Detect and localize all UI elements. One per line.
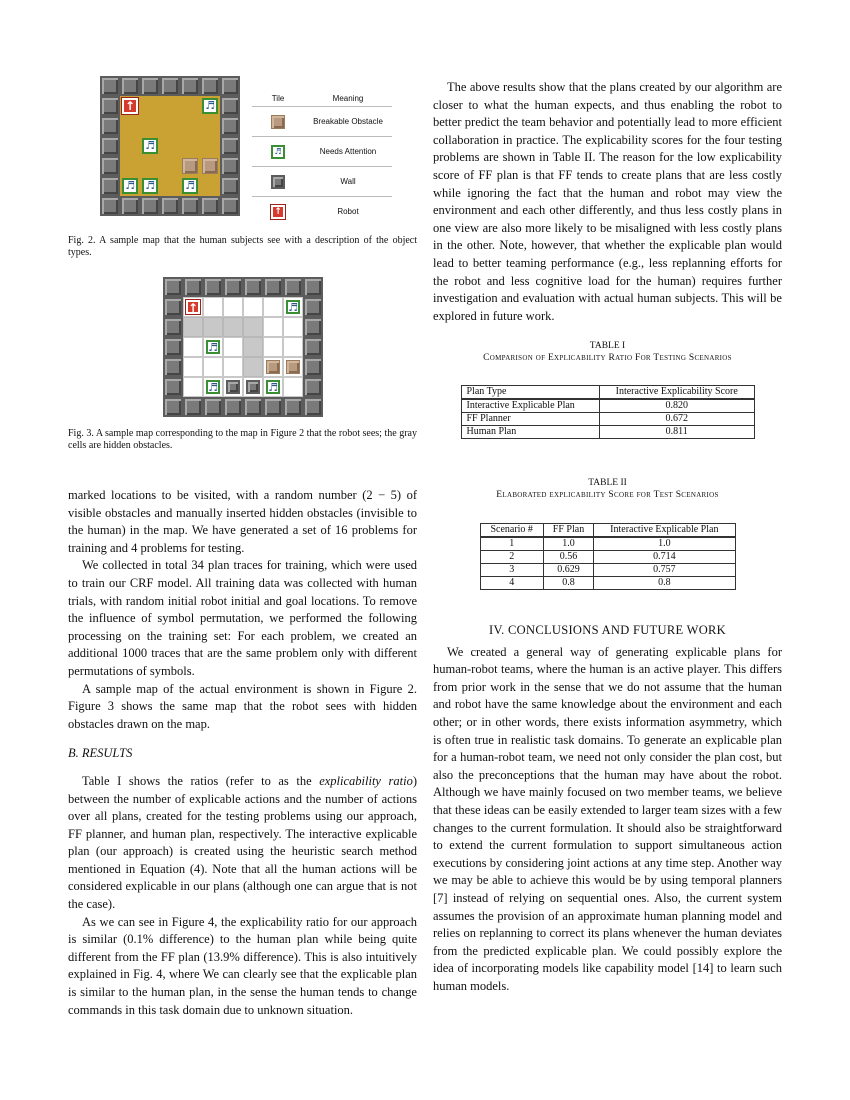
grid-cell [243,297,263,317]
legend-row [252,197,392,227]
wall-tile [220,176,240,196]
legend-row [252,107,392,137]
wall-icon [246,380,260,394]
table-row [461,426,754,439]
column-header: Plan Type [461,386,599,400]
grid-cell [223,337,243,357]
table-cell: 0.8 [594,577,735,590]
table-cell: 1 [480,537,543,551]
wall-icon [226,380,240,394]
table-header-row [461,386,754,400]
needs-attention-icon: ♬ [206,380,220,394]
left-column [68,487,417,1019]
table-cell: 0.8 [543,577,593,590]
hidden-obstacle-cell [223,317,243,337]
wall-tile [283,397,303,417]
grid-cell [283,317,303,337]
wall-tile [243,277,263,297]
table-2-grid [480,523,736,590]
breakable-obstacle-icon [182,158,198,174]
wall-tile [163,377,183,397]
wall-tile [163,397,183,417]
emphasis: explicability ratio [319,773,413,788]
table-1-grid [461,385,755,439]
table-cell: 1.0 [543,537,593,551]
table-cell: 0.820 [599,399,754,413]
needs-attention-icon: ♬ [206,340,220,354]
right-column [433,79,782,325]
needs-attention-icon: ♬ [142,178,158,194]
grid-cell [223,297,243,317]
legend-meaning: Wall [304,167,392,197]
table-cell: 2 [480,551,543,564]
grid-cell [183,337,203,357]
wall-tile [140,76,160,96]
wall-tile [100,196,120,216]
wall-tile [303,297,323,317]
grid-cell [183,357,203,377]
paragraph: We created a general way of generating explicable plans for human-robot teams, where the human is an active player. This differs from prior work in the sense that we do not assume that the human and robot have the same knowledge about the environment and each other; or in other words, there exists information asymmetry, which is often true in realistic task domains. To generate an explicable plan for a human-robot team, we need not only consider the plan cost, but also the preconceptions that the human may have about the robot. Although we have mainly focused on two member teams, we believe that these ideas can be easily extended to larger team sizes with a few changes to the current formulation. It should also be straightforward to extend the current formulation to support simultaneous action executions by considering joint actions at any time step. Another way we may be able to achieve this would be by using temporal planners [7] instead of relying on sequential ones. Also, the current system assumes the provision of an approximate human planning model and relies on replanning to correct its plans whenever the human deviates from the predicted explicable plan. We could possibly explore the idea of incorporating models like capability model [14] to learn such human models. [433,644,782,993]
grid-cell [263,317,283,337]
breakable-obstacle-icon [202,158,218,174]
wall-tile [223,397,243,417]
wall-tile [183,277,203,297]
hidden-obstacle-cell [243,317,263,337]
section-heading-results: B. RESULTS [68,746,133,761]
breakable-obstacle-icon [286,360,300,374]
right-column-conclusions [433,622,782,995]
table-cell: 4 [480,577,543,590]
table-cell: 0.757 [594,564,735,577]
breakable-obstacle-icon [271,115,285,129]
table-cell: 0.629 [543,564,593,577]
wall-tile [303,277,323,297]
legend-meaning: Needs Attention [304,137,392,167]
paragraph: The above results show that the plans created by our algorithm are closer to what the human expects, and thus enabling the robot to better predict the team behavior and potentially lead to more efficient collaboration in practice. The explicability scores for the four testing problems are shown in Table II. The reason for the low explicability score of FF plan is that FF tends to create plans that are less costly while ignoring the fact that the human and robot may view the environment and each other differently, and thus less costly plans in one view are also more likely to be misaligned with less costly plans in the other. Note, however, that whether the explicable plan would lead to better teaming performance (e.g., less replanning efforts for the robot and less cognitive load for the human) requires further investigation and evaluation with actual human subjects. This will be explored in future work. [433,80,782,323]
needs-attention-icon: ♬ [182,178,198,194]
wall-tile [163,337,183,357]
text-run: ) between the number of explicable actions and the number of actions over all plans, created for the testing problems using our approach, FF planner, and human plan, respectively. The interactive explicable plan (our approach) is created using the heuristic search method mentioned in Equation (4). Note that all the human actions will be considered explicable in our plans (although one can argue that is not the case). [68,773,418,912]
table-1-title: Comparison of Explicability Ratio For Testing Scenarios [483,353,732,363]
table-2-title: Elaborated explicability Score for Test Scenarios [496,490,719,500]
table-1 [433,340,782,439]
legend-meaning: Robot [304,197,392,227]
wall-tile [160,196,180,216]
wall-tile [203,397,223,417]
table-2 [433,477,782,590]
robot-icon: ↑ [122,98,138,114]
paragraph: marked locations to be visited, with a random number (2 − 5) of visible obstacles and manually inserted hidden obstacles (invisible to the human) in the map. We have generated a set of 16 problems for training and 4 problems for testing. [68,488,417,555]
table-row [480,577,735,590]
column-header: Interactive Explicable Plan [594,524,735,538]
needs-attention-icon: ♬ [286,300,300,314]
table-2-label: TABLE II [588,478,627,488]
wall-tile [100,76,120,96]
needs-attention-icon: ♬ [122,178,138,194]
wall-tile [220,156,240,176]
column-header: Interactive Explicability Score [599,386,754,400]
wall-tile [100,156,120,176]
wall-tile [180,196,200,216]
grid-cell [183,377,203,397]
wall-tile [243,397,263,417]
table-cell: 0.672 [599,413,754,426]
paragraph: We collected in total 34 plan traces for training, which were used to train our CRF model. All training data was collected with human trials, with random initial robot initial and goal locations. To remove the influence of symbol permutation, we performed the following processing on the training set: For each problem, we created an additional 1000 traces that are the same problem only with different permutations of symbols. [68,558,417,678]
wall-tile [180,76,200,96]
wall-tile [163,317,183,337]
fig3-caption: Fig. 3. A sample map corresponding to the map in Figure 2 that the robot sees; the gray cells are hidden obstacles. [68,428,417,451]
legend-row [252,167,392,197]
paragraph [68,773,417,914]
table-row [480,537,735,551]
wall-tile [220,196,240,216]
legend-header-meaning: Meaning [304,90,392,107]
wall-tile [140,196,160,216]
hidden-obstacle-cell [243,357,263,377]
fig3-map [163,277,323,417]
table-cell: 0.811 [599,426,754,439]
table-cell: Human Plan [461,426,599,439]
needs-attention-icon: ♬ [266,380,280,394]
grid-cell [203,357,223,377]
grid-cell [203,297,223,317]
fig2-map [100,76,240,216]
legend-meaning: Breakable Obstacle [304,107,392,137]
wall-tile [100,136,120,156]
grid-cell [263,297,283,317]
table-row [461,413,754,426]
wall-tile [263,277,283,297]
breakable-obstacle-icon [266,360,280,374]
wall-tile [220,136,240,156]
grid-cell [263,337,283,357]
wall-tile [303,397,323,417]
text-run: Table I shows the ratios (refer to as the [82,773,320,788]
wall-tile [220,76,240,96]
wall-tile [263,397,283,417]
wall-tile [100,96,120,116]
robot-icon: ↑ [271,205,285,219]
wall-tile [220,116,240,136]
fig2-caption: Fig. 2. A sample map that the human subjects see with a description of the object types. [68,235,417,258]
table-row [480,551,735,564]
wall-tile [283,277,303,297]
table-cell: 0.714 [594,551,735,564]
wall-tile [120,196,140,216]
table-1-label: TABLE I [589,341,626,351]
table-cell: FF Planner [461,413,599,426]
wall-tile [203,277,223,297]
wall-tile [223,277,243,297]
wall-tile [100,176,120,196]
section-heading-conclusions: IV. CONCLUSIONS AND FUTURE WORK [489,623,726,637]
needs-attention-icon: ♬ [271,145,285,159]
wall-tile [200,196,220,216]
needs-attention-icon: ♬ [142,138,158,154]
wall-tile [183,397,203,417]
robot-icon: ↑ [188,301,199,315]
wall-tile [100,116,120,136]
hidden-obstacle-cell [203,317,223,337]
wall-tile [163,297,183,317]
wall-tile [160,76,180,96]
wall-tile [303,317,323,337]
column-header: FF Plan [543,524,593,538]
wall-tile [303,377,323,397]
wall-tile [163,357,183,377]
legend-row [252,137,392,167]
grid-cell [223,357,243,377]
grid-cell [283,337,303,357]
table-cell: 3 [480,564,543,577]
legend-header [252,90,392,107]
table-header-row [480,524,735,538]
table-row [480,564,735,577]
table-cell: 1.0 [594,537,735,551]
needs-attention-icon: ♬ [202,98,218,114]
hidden-obstacle-cell [243,337,263,357]
fig2-legend [252,90,392,226]
table-row [461,399,754,413]
wall-tile [200,76,220,96]
wall-tile [303,357,323,377]
paragraph: A sample map of the actual environment is shown in Figure 2. Figure 3 shows the same map that the robot sees with hidden obstacles drawn on the map. [68,681,417,731]
paragraph: As we can see in Figure 4, the explicability ratio for our approach is similar (0.1% difference) to the human plan while being quite different from the FF plan (13.9% difference). This is also intuitively explained in Fig. 4, where We can clearly see that the explicable plan is similar to the human plan, in the sense the human tends to change commands in this task domain due to unknown situation. [68,914,417,1017]
legend-header-tile: Tile [252,90,304,107]
wall-tile [220,96,240,116]
column-header: Scenario # [480,524,543,538]
table-cell: 0.56 [543,551,593,564]
wall-tile [120,76,140,96]
grid-cell [283,377,303,397]
wall-tile [163,277,183,297]
wall-tile [303,337,323,357]
hidden-obstacle-cell [183,317,203,337]
wall-icon [271,175,285,189]
table-cell: Interactive Explicable Plan [461,399,599,413]
